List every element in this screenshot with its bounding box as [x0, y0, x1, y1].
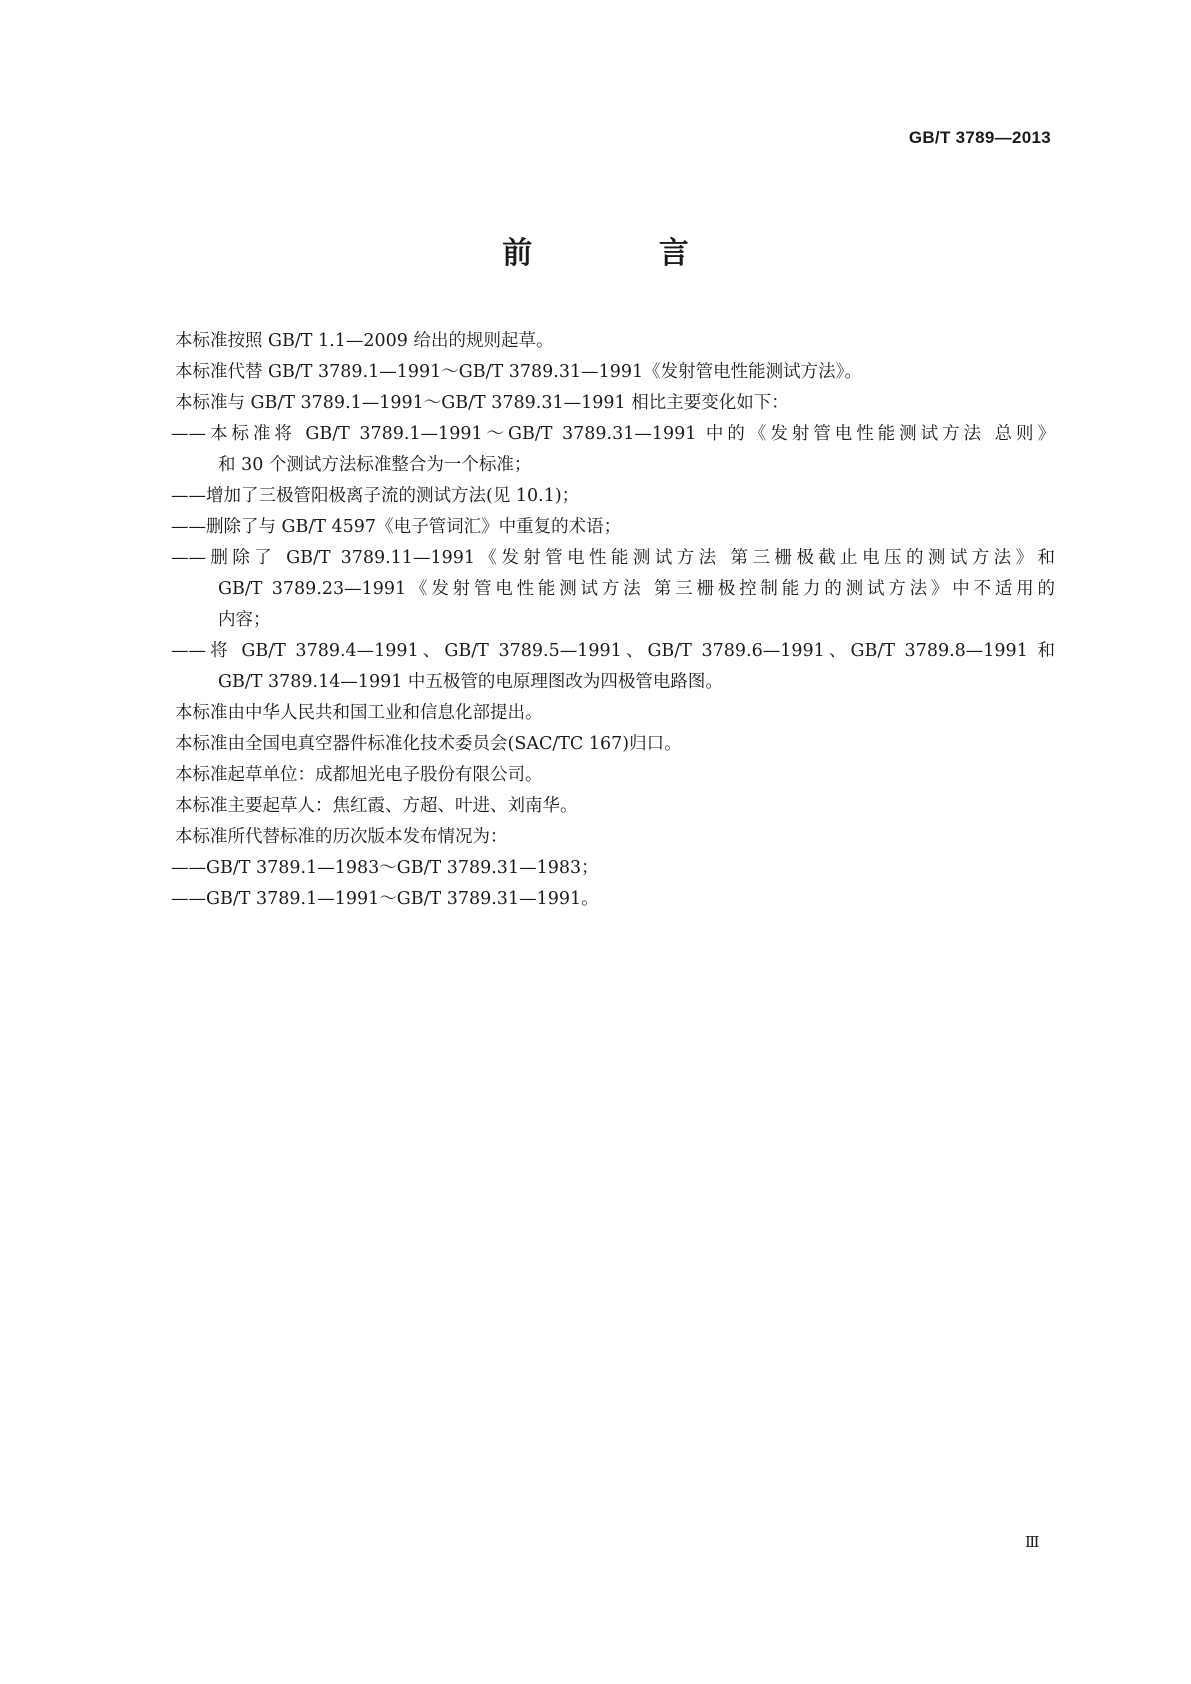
list-item: ——增加了三极管阳极离子流的测试方法(见 10.1)；: [171, 486, 580, 506]
list-item-continuation: GB/T 3789.14—1991 中五极管的电原理图改为四极管电路图。: [218, 672, 723, 692]
list-item: ——本标准将 GB/T 3789.1—1991～GB/T 3789.31—1991 中的《发射管电性能测试方法 总则》: [171, 424, 1055, 444]
list-item: ——GB/T 3789.1—1991～GB/T 3789.31—1991。: [171, 889, 599, 909]
list-item-continuation: 和 30 个测试方法标准整合为一个标准；: [218, 455, 532, 475]
paragraph: 本标准按照 GB/T 1.1—2009 给出的规则起草。: [175, 331, 554, 351]
paragraph: 本标准与 GB/T 3789.1—1991～GB/T 3789.31—1991 相比主要变化如下：: [175, 393, 789, 413]
page-number: Ⅲ: [1025, 1533, 1040, 1551]
paragraph: 本标准所代替标准的历次版本发布情况为：: [175, 827, 508, 847]
paragraph: 本标准代替 GB/T 3789.1—1991～GB/T 3789.31—1991《发射管电性能测试方法》。: [175, 362, 862, 382]
list-item-continuation: GB/T 3789.23—1991《发射管电性能测试方法 第三栅极控制能力的测试方法》中不适用的: [218, 579, 1055, 599]
foreword-body: [171, 326, 1055, 915]
list-item: ——GB/T 3789.1—1983～GB/T 3789.31—1983；: [171, 858, 599, 878]
paragraph: 本标准由全国电真空器件标准化技术委员会(SAC/TC 167)归口。: [175, 734, 682, 754]
list-item: ——将 GB/T 3789.4—1991、GB/T 3789.5—1991、GB/T 3789.6—1991、GB/T 3789.8—1991 和: [171, 641, 1055, 661]
list-item: ——删除了 GB/T 3789.11—1991《发射管电性能测试方法 第三栅极截止电压的测试方法》和: [171, 548, 1055, 568]
list-item-continuation: 内容；: [218, 610, 271, 630]
paragraph: 本标准由中华人民共和国工业和信息化部提出。: [175, 703, 543, 723]
page-title: 前 言: [502, 236, 747, 271]
standard-code: GB/T 3789—2013: [908, 128, 1051, 147]
paragraph: 本标准主要起草人：焦红霞、方超、叶进、刘南华。: [175, 796, 578, 816]
list-item: ——删除了与 GB/T 4597《电子管词汇》中重复的术语；: [171, 517, 622, 537]
paragraph: 本标准起草单位：成都旭光电子股份有限公司。: [175, 765, 543, 785]
